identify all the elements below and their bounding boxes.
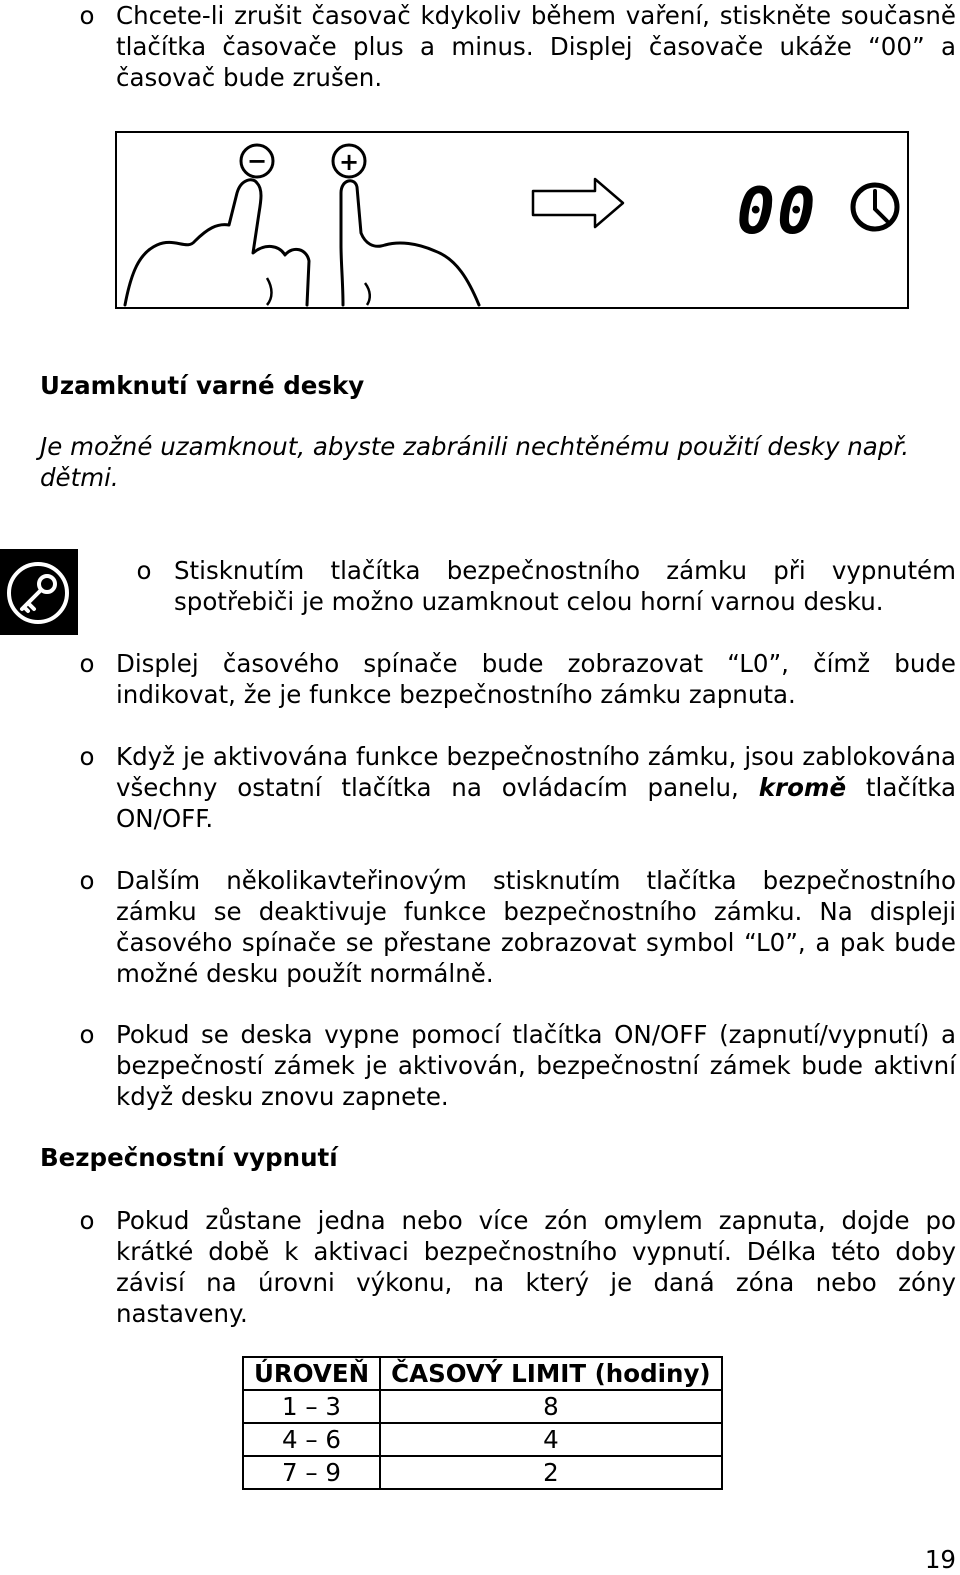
- left-hand-icon: [125, 180, 309, 305]
- table-header-time-limit: ČASOVÝ LIMIT (hodiny): [380, 1357, 721, 1390]
- timer-cancel-text: Chcete-li zrušit časovač kdykoliv během vaření, stiskněte současně tlačítka časovače plus a minus. Displej časovače ukáže “00” a časovač bude zrušen.: [116, 1, 956, 92]
- lock-section-heading: Uzamknutí varné desky: [40, 371, 365, 400]
- hands-pressing-buttons-illustration: [117, 133, 907, 307]
- clock-hands: [875, 191, 887, 221]
- bullet-marker: o: [136, 556, 152, 585]
- bullet-marker: o: [79, 742, 95, 771]
- timer-display-value: 00: [736, 175, 818, 249]
- lock-bullet-3-text-after: tlačítka ON/OFF.: [116, 773, 957, 833]
- bullet-marker: o: [79, 1206, 95, 1235]
- table-row: [243, 1423, 722, 1456]
- page-number: 19: [924, 1545, 956, 1574]
- bullet-marker: o: [79, 866, 95, 895]
- table-cell-time-limit: 8: [380, 1390, 721, 1423]
- lock-bullet-1-text: Stisknutím tlačítka bezpečnostního zámku při vypnutém spotřebiči je možno uzamknout celou horní varnou desku.: [174, 556, 956, 616]
- table-row: [243, 1456, 722, 1489]
- bullet-marker: o: [79, 649, 95, 678]
- minus-symbol: −: [246, 147, 268, 175]
- table-cell-level: 7 – 9: [243, 1456, 380, 1489]
- left-hand-detail: [267, 278, 272, 305]
- table-header-row: [243, 1357, 722, 1390]
- table-header-level: ÚROVEŇ: [243, 1357, 380, 1390]
- lock-bullet-3-text: [116, 741, 956, 834]
- lock-bullet-5-text: Pokud se deska vypne pomocí tlačítka ON/OFF (zapnutí/vypnutí) a bezpečností zámek je aktivován, bezpečnostní zámek bude aktivní když desku znovu zapnete.: [116, 1020, 956, 1111]
- lock-bullet-3-emphasis: kromě: [758, 773, 847, 802]
- safety-section-heading: Bezpečnostní vypnutí: [40, 1143, 338, 1172]
- table-cell-level: 1 – 3: [243, 1390, 380, 1423]
- bullet-marker: o: [79, 1020, 95, 1049]
- table-cell-level: 4 – 6: [243, 1423, 380, 1456]
- lock-section-intro: Je možné uzamknout, abyste zabránili nechtěnému použití desky např. dětmi.: [40, 432, 909, 492]
- arrow-right-icon: [533, 179, 623, 227]
- table-row: [243, 1390, 722, 1423]
- table-cell-time-limit: 2: [380, 1456, 721, 1489]
- bullet-marker: o: [79, 1, 95, 30]
- right-hand-icon: [341, 181, 479, 305]
- time-limit-table: [242, 1356, 723, 1490]
- lock-bullet-4-text: Dalším několikavteřinovým stisknutím tlačítka bezpečnostního zámku se deaktivuje funkce bezpečnostního zámku. Na displeji časového spínače se přestane zobrazovat symbol “L0”, a pak bude možné desku použít normálně.: [116, 866, 956, 988]
- lock-bullet-2-text: Displej časového spínače bude zobrazovat “L0”, čímž bude indikovat, že je funkce bezpečnostního zámku zapnuta.: [116, 649, 956, 709]
- lock-key-icon: [0, 549, 78, 635]
- right-hand-detail: [365, 283, 370, 305]
- lock-bullet-3-text-before: Když je aktivována funkce bezpečnostního zámku, jsou zablokována všechny ostatní tlačítka na ovládacím panelu,: [116, 742, 956, 802]
- plus-symbol: +: [338, 148, 360, 176]
- safety-bullet-1-text: Pokud zůstane jedna nebo více zón omylem zapnuta, dojde po krátké době k aktivaci bezpečnostního vypnutí. Délka této doby závisí na úrovni výkonu, na který je daná zóna nebo zóny nastaveny.: [116, 1206, 956, 1328]
- table-cell-time-limit: 4: [380, 1423, 721, 1456]
- timer-cancel-illustration: [115, 131, 909, 309]
